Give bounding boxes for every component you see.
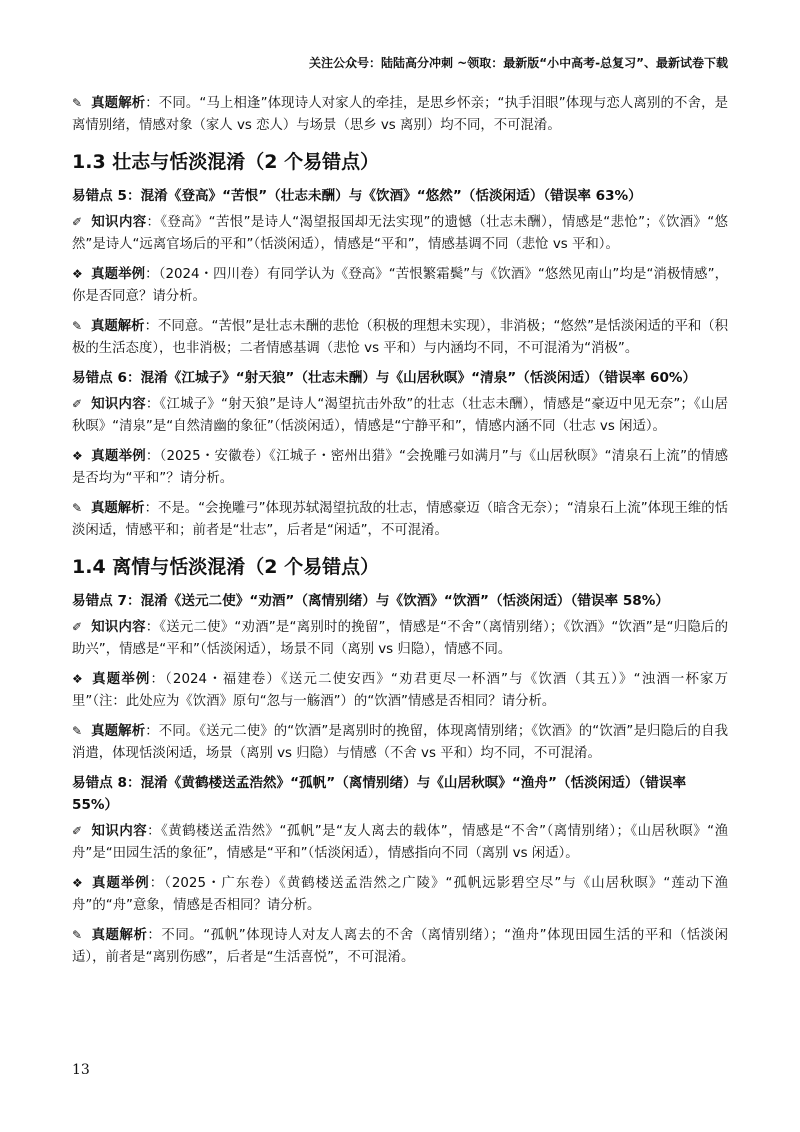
- diamond-icon: ❖: [72, 876, 83, 890]
- error-point-5-analysis: [72, 315, 728, 360]
- error-point-8-example: [72, 872, 728, 917]
- analysis-label: 真题解析: [91, 928, 148, 943]
- section-title-1-4: 1.4 离情与恬淡混淆（2 个易错点）: [72, 556, 380, 578]
- pen-icon: ✐: [72, 824, 83, 838]
- diamond-icon: ❖: [72, 449, 83, 463]
- example-label: 真题举例: [91, 672, 151, 687]
- error-point-7-example: [72, 668, 728, 713]
- page-number: 13: [72, 1062, 90, 1078]
- analysis-label: 真题解析: [91, 96, 146, 111]
- example-label: 真题举例: [91, 876, 150, 891]
- page-header: 关注公众号：陆陆高分冲刺 ~领取：最新版“小中高考-总复习”、最新试卷下载: [309, 56, 728, 70]
- example-text: ：（2025・广东卷）《黄鹤楼送孟浩然之广陵》“孤帆远影碧空尽”与《山居秋暝》“莲动下渔舟”的“舟”意象，情感是否相同？请分析。: [72, 876, 728, 913]
- error-point-7-title: 易错点 7：混淆《送元二使》“劝酒”（离情别绪）与《饮酒》“饮酒”（恬淡闲适）（错误率 58%）: [72, 593, 669, 609]
- analysis-text: ：不同。“孤帆”体现诗人对友人离去的不舍（离情别绪）；“渔舟”体现田园生活的平和（恬淡闲适），前者是“离别伤感”，后者是“生活喜悦”，不可混淆。: [72, 928, 729, 965]
- diamond-icon: ❖: [72, 672, 83, 686]
- pen-icon: ✐: [72, 215, 83, 229]
- knowledge-label: 知识内容: [91, 397, 146, 412]
- pencil-icon: ✎: [72, 928, 83, 942]
- analysis-text: ：不同。“马上相逢”体现诗人对家人的牵挂，是思乡怀亲；“执手泪眼”体现与恋人离别的不舍，是离情别绪，情感对象（家人 vs 恋人）与场景（思乡 vs 离别）均不同，不可混淆。: [72, 96, 729, 133]
- error-point-8-knowledge: [72, 820, 728, 865]
- section-title-1-3: 1.3 壮志与恬淡混淆（2 个易错点）: [72, 151, 380, 173]
- diamond-icon: ❖: [72, 267, 83, 281]
- pen-icon: ✐: [72, 620, 83, 634]
- error-point-5-knowledge: [72, 211, 728, 256]
- error-point-6-analysis: [72, 497, 728, 542]
- error-point-7-analysis: [72, 720, 728, 765]
- analysis-label: 真题解析: [91, 319, 145, 334]
- example-text: ：（2024・四川卷）有同学认为《登高》“苦恨繁霜鬓”与《饮酒》“悠然见南山”均是“消极情感”，你是否同意？请分析。: [72, 267, 729, 304]
- error-point-8-title: 易错点 8：混淆《黄鹤楼送孟浩然》“孤帆”（离情别绪）与《山居秋暝》“渔舟”（恬淡闲适）（错误率 55%）: [72, 775, 687, 813]
- example-label: 真题举例: [91, 267, 146, 282]
- example-text: ：（2025・安徽卷）《江城子・密州出猎》“会挽雕弓如满月”与《山居秋暝》“清泉石上流”的情感是否均为“平和”？请分析。: [72, 449, 729, 486]
- error-point-7-knowledge: [72, 616, 728, 661]
- pencil-icon: ✎: [72, 501, 83, 515]
- analysis-text: ：不同。《送元二使》的“饮酒”是离别时的挽留，体现离情别绪；《饮酒》的“饮酒”是归隐后的自我消遣，体现恬淡闲适，场景（离别 vs 归隐）与情感（不舍 vs 平和）均不同，不可混淆。: [72, 724, 728, 761]
- error-point-5-example: [72, 263, 728, 308]
- pencil-icon: ✎: [72, 96, 83, 110]
- knowledge-text: ：《黄鹤楼送孟浩然》“孤帆”是“友人离去的载体”，情感是“不舍”（离情别绪）；《山居秋暝》“渔舟”是“田园生活的象征”，情感是“平和”（恬淡闲适），情感指向不同（离别 vs 闲适）。: [72, 824, 729, 861]
- analysis-text: ：不同意。“苦恨”是壮志未酬的悲怆（积极的理想未实现），非消极；“悠然”是恬淡闲适的平和（积极的生活态度），也非消极；二者情感基调（悲怆 vs 平和）与内涵均不同，不可混淆为“消极”。: [72, 319, 729, 356]
- knowledge-label: 知识内容: [91, 215, 147, 230]
- example-text: ：（2024・福建卷）《送元二使安西》“劝君更尽一杯酒”与《饮酒（其五）》“浊酒一杯家万里”（注：此处应为《饮酒》原句“忽与一觞酒”）的“饮酒”情感是否相同？请分析。: [72, 672, 729, 709]
- knowledge-label: 知识内容: [91, 620, 146, 635]
- pencil-icon: ✎: [72, 319, 83, 333]
- error-point-6-knowledge: [72, 393, 728, 438]
- knowledge-text: ：《登高》“苦恨”是诗人“渴望报国却无法实现”的遗憾（壮志未酬），情感是“悲怆”；《饮酒》“悠然”是诗人“远离官场后的平和”（恬淡闲适），情感是“平和”，情感基调不同（悲怆 vs 平和）。: [72, 215, 728, 252]
- error-point-6-title: 易错点 6：混淆《江城子》“射天狼”（壮志未酬）与《山居秋暝》“清泉”（恬淡闲适）（错误率 60%）: [72, 370, 697, 386]
- knowledge-text: ：《送元二使》“劝酒”是“离别时的挽留”，情感是“不舍”（离情别绪）；《饮酒》“饮酒”是“归隐后的助兴”，情感是“平和”（恬淡闲适），场景不同（离别 vs 归隐），情感不同。: [72, 620, 728, 657]
- error-point-8-analysis: [72, 924, 728, 969]
- analysis-label: 真题解析: [91, 724, 146, 739]
- knowledge-label: 知识内容: [91, 824, 148, 839]
- error-point-5-title: 易错点 5：混淆《登高》“苦恨”（壮志未酬）与《饮酒》“悠然”（恬淡闲适）（错误率 63%）: [72, 188, 642, 204]
- intro-analysis: [72, 92, 728, 137]
- pencil-icon: ✎: [72, 724, 83, 738]
- page-content: [72, 92, 728, 976]
- knowledge-text: ：《江城子》“射天狼”是诗人“渴望抗击外敌”的壮志（壮志未酬），情感是“豪迈中见无奈”；《山居秋暝》“清泉”是“自然清幽的象征”（恬淡闲适），情感是“宁静平和”，情感内涵不同（壮志 vs 闲适）。: [72, 397, 728, 434]
- analysis-text: ：不是。“会挽雕弓”体现苏轼渴望抗敌的壮志，情感豪迈（暗含无奈）；“清泉石上流”体现王维的恬淡闲适，情感平和；前者是“壮志”，后者是“闲适”，不可混淆。: [72, 501, 729, 538]
- pen-icon: ✐: [72, 397, 83, 411]
- example-label: 真题举例: [91, 449, 146, 464]
- analysis-label: 真题解析: [91, 501, 145, 516]
- error-point-6-example: [72, 445, 728, 490]
